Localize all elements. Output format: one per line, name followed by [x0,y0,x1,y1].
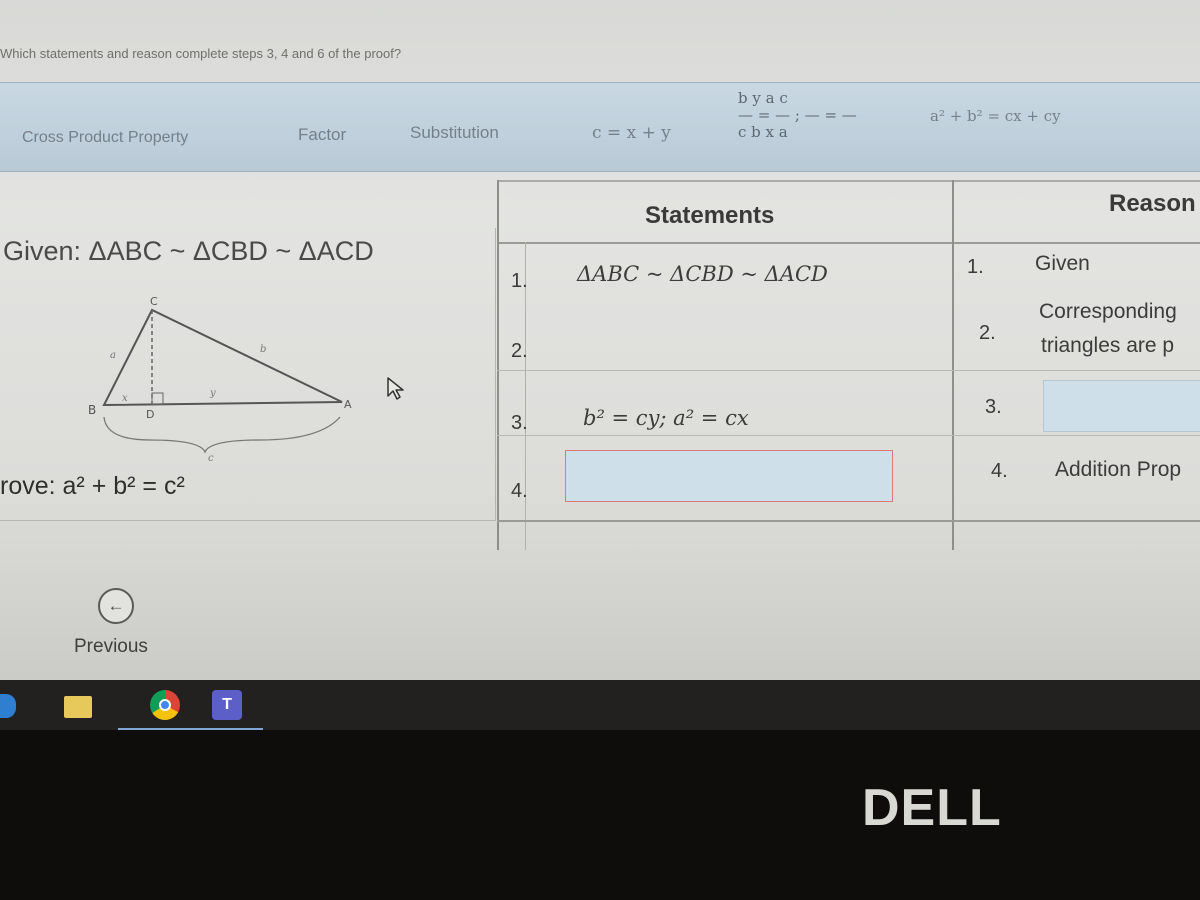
arrow-left-icon: ← [107,596,125,615]
ratio-mid: — = — ; — = — [738,106,857,124]
side-a-label: a [110,350,116,361]
prove-label: rove: a² + b² = c² [0,472,185,500]
question-text: Which statements and reason complete steps 3, 4 and 6 of the proof? [0,46,402,61]
row-number: 4. [511,480,528,502]
reason-1: Given [1035,252,1090,275]
edge-icon[interactable] [0,694,16,718]
column-divider [952,180,954,550]
option-ratios[interactable] [738,89,868,149]
triangle-abc [104,310,342,405]
mouse-cursor-icon [386,376,408,402]
given-label: Given: ΔABC ~ ΔCBD ~ ΔACD [3,236,374,266]
row-rule [497,435,1200,436]
option-sum-squares[interactable]: a² + b² = cx + cy [930,107,1061,125]
reason-3-dropzone[interactable] [1043,380,1200,432]
statements-header: Statements [645,202,775,229]
previous-button[interactable] [98,588,134,624]
table-bottom-rule [497,520,1200,522]
reason-number: 3. [985,396,1002,418]
brace-c [104,417,340,452]
ratio-top: b y a c [738,89,788,107]
proof-table [497,180,1200,550]
point-d-label: D [146,408,155,421]
statement-3: b² = cy; a² = cx [583,406,749,430]
table-top-rule [497,180,1200,182]
segment-y-label: y [210,388,216,399]
previous-label[interactable]: Previous [74,636,148,657]
taskbar [0,680,1200,730]
option-factor[interactable]: Factor [298,125,347,144]
segment-x-label: x [122,393,128,404]
answer-bank [0,82,1200,172]
file-explorer-icon[interactable] [64,696,92,718]
vertex-a-label: A [344,398,352,411]
right-angle-mark [152,393,163,404]
option-substitution[interactable]: Substitution [410,123,499,142]
reason-2-line1: Corresponding [1039,300,1177,323]
reason-number: 1. [967,256,984,278]
row-number: 1. [511,270,528,292]
chrome-icon[interactable] [150,690,180,720]
statement-4-dropzone[interactable] [565,450,893,502]
triangle-diagram [80,290,360,470]
reason-number: 4. [991,460,1008,482]
vertex-b-label: B [88,403,97,417]
row-rule [497,370,1200,371]
side-c-label: c [208,453,214,464]
option-c-sum[interactable]: c = x + y [592,123,671,143]
option-cross-product[interactable]: Cross Product Property [22,129,189,146]
reason-2-line2: triangles are p [1041,334,1175,357]
reasons-header: Reason [1109,190,1196,217]
dell-logo: DELL [862,779,1002,837]
header-rule [497,242,1200,244]
side-b-label: b [260,344,267,355]
statement-1: ΔABC ~ ΔCBD ~ ΔACD [577,262,828,286]
table-left-rule [497,180,499,550]
reason-number: 2. [979,322,996,344]
vertex-c-label: C [150,295,158,308]
active-app-indicator [118,728,263,730]
row-number: 3. [511,412,528,434]
ratio-bottom: c b x a [738,123,788,141]
teams-icon[interactable]: T [212,690,242,720]
row-number: 2. [511,340,528,362]
reason-4: Addition Prop [1055,458,1182,481]
